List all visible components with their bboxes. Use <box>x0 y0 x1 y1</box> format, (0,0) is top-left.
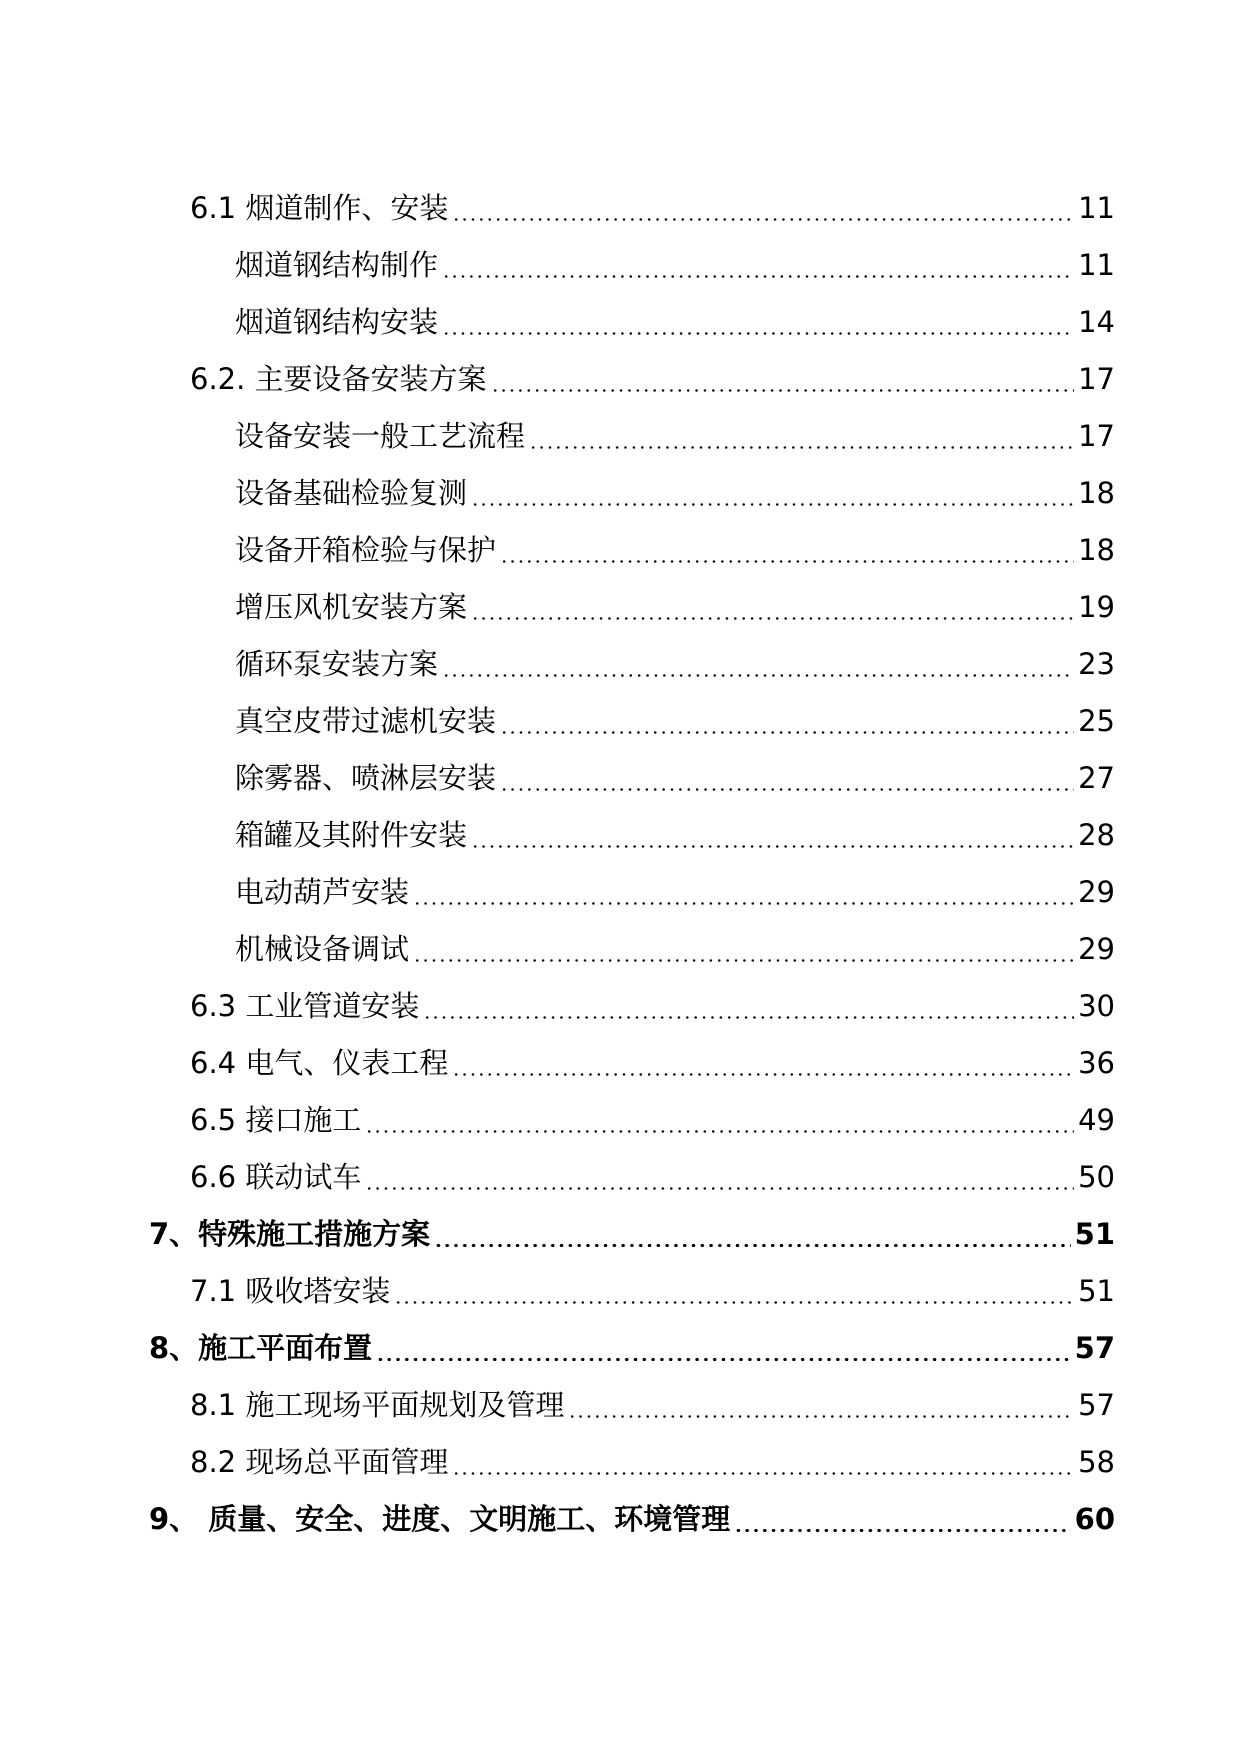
toc-dot-leader <box>423 1016 1074 1019</box>
toc-entry[interactable] <box>0 636 1241 693</box>
toc-entry[interactable] <box>0 579 1241 636</box>
toc-dot-leader <box>452 1472 1074 1475</box>
toc-entry[interactable] <box>0 1434 1241 1491</box>
toc-dot-leader <box>471 503 1074 506</box>
toc-entry-title: 设备安装一般工艺流程 <box>235 419 526 453</box>
toc-entry[interactable] <box>0 1092 1241 1149</box>
toc-entry[interactable] <box>0 693 1241 750</box>
toc-dot-leader <box>434 1244 1070 1247</box>
table-of-contents <box>0 180 1241 1548</box>
toc-entry-title: 6.6 联动试车 <box>190 1160 362 1194</box>
toc-entry-page-number: 60 <box>1074 1502 1115 1536</box>
toc-entry[interactable] <box>0 750 1241 807</box>
toc-entry-title: 机械设备调试 <box>235 932 410 966</box>
toc-entry-page-number: 30 <box>1078 989 1115 1023</box>
toc-dot-leader <box>734 1529 1070 1532</box>
toc-entry[interactable] <box>0 921 1241 978</box>
toc-entry-page-number: 17 <box>1078 419 1115 453</box>
toc-entry-page-number: 25 <box>1078 704 1115 738</box>
toc-entry[interactable] <box>0 237 1241 294</box>
toc-entry-title: 除雾器、喷淋层安装 <box>235 761 497 795</box>
toc-entry-title: 循环泵安装方案 <box>235 647 439 681</box>
toc-entry-page-number: 49 <box>1078 1103 1115 1137</box>
toc-entry-title: 6.5 接口施工 <box>190 1103 362 1137</box>
toc-dot-leader <box>365 1130 1074 1133</box>
toc-entry-page-number: 50 <box>1078 1160 1115 1194</box>
toc-entry-title: 增压风机安装方案 <box>235 590 468 624</box>
toc-entry[interactable] <box>0 522 1241 579</box>
toc-entry-title: 7、特殊施工措施方案 <box>149 1217 431 1251</box>
toc-dot-leader <box>452 1073 1074 1076</box>
toc-entry[interactable] <box>0 465 1241 522</box>
toc-entry[interactable] <box>0 1320 1241 1377</box>
toc-dot-leader <box>365 1187 1074 1190</box>
toc-dot-leader <box>394 1301 1074 1304</box>
toc-entry[interactable] <box>0 864 1241 921</box>
toc-entry[interactable] <box>0 1491 1241 1548</box>
toc-dot-leader <box>413 959 1074 962</box>
toc-dot-leader <box>442 332 1074 335</box>
toc-entry-title: 6.3 工业管道安装 <box>190 989 420 1023</box>
toc-entry-page-number: 57 <box>1078 1388 1115 1422</box>
toc-entry-page-number: 51 <box>1078 1274 1115 1308</box>
toc-entry-title: 设备基础检验复测 <box>235 476 468 510</box>
toc-entry[interactable] <box>0 1263 1241 1320</box>
toc-dot-leader <box>413 902 1074 905</box>
toc-dot-leader <box>500 788 1074 791</box>
toc-entry[interactable] <box>0 294 1241 351</box>
toc-dot-leader <box>452 218 1074 221</box>
toc-entry-title: 电动葫芦安装 <box>235 875 410 909</box>
toc-entry[interactable] <box>0 1035 1241 1092</box>
toc-entry-page-number: 11 <box>1078 191 1115 225</box>
toc-entry-title: 9、 质量、安全、进度、文明施工、环境管理 <box>149 1502 731 1536</box>
toc-dot-leader <box>529 446 1074 449</box>
toc-dot-leader <box>376 1358 1070 1361</box>
toc-entry-title: 箱罐及其附件安装 <box>235 818 468 852</box>
toc-entry[interactable] <box>0 978 1241 1035</box>
toc-entry-page-number: 51 <box>1074 1217 1115 1251</box>
toc-entry-title: 设备开箱检验与保护 <box>235 533 497 567</box>
toc-entry-page-number: 19 <box>1078 590 1115 624</box>
toc-entry[interactable] <box>0 1377 1241 1434</box>
toc-entry-page-number: 28 <box>1078 818 1115 852</box>
toc-entry-page-number: 18 <box>1078 533 1115 567</box>
toc-entry[interactable] <box>0 408 1241 465</box>
toc-entry-title: 6.2. 主要设备安装方案 <box>190 362 487 396</box>
toc-entry-title: 8.1 施工现场平面规划及管理 <box>190 1388 565 1422</box>
toc-entry-page-number: 11 <box>1078 248 1115 282</box>
toc-entry-title: 烟道钢结构安装 <box>235 305 439 339</box>
toc-dot-leader <box>442 674 1074 677</box>
toc-entry[interactable] <box>0 180 1241 237</box>
toc-dot-leader <box>471 617 1074 620</box>
toc-entry[interactable] <box>0 351 1241 408</box>
toc-entry-title: 8.2 现场总平面管理 <box>190 1445 449 1479</box>
toc-entry-page-number: 27 <box>1078 761 1115 795</box>
toc-entry-page-number: 14 <box>1078 305 1115 339</box>
toc-entry-page-number: 58 <box>1078 1445 1115 1479</box>
toc-dot-leader <box>471 845 1074 848</box>
toc-dot-leader <box>491 389 1075 392</box>
toc-dot-leader <box>500 731 1074 734</box>
toc-entry[interactable] <box>0 807 1241 864</box>
toc-dot-leader <box>500 560 1074 563</box>
toc-entry-page-number: 17 <box>1078 362 1115 396</box>
toc-entry-page-number: 57 <box>1074 1331 1115 1365</box>
toc-entry-title: 8、施工平面布置 <box>149 1331 373 1365</box>
toc-entry-title: 7.1 吸收塔安装 <box>190 1274 391 1308</box>
toc-dot-leader <box>442 275 1074 278</box>
toc-entry[interactable] <box>0 1149 1241 1206</box>
toc-entry-title: 6.4 电气、仪表工程 <box>190 1046 449 1080</box>
toc-dot-leader <box>568 1415 1074 1418</box>
toc-entry-page-number: 36 <box>1078 1046 1115 1080</box>
toc-entry-title: 6.1 烟道制作、安装 <box>190 191 449 225</box>
toc-entry-page-number: 29 <box>1078 932 1115 966</box>
toc-entry-title: 真空皮带过滤机安装 <box>235 704 497 738</box>
toc-entry-title: 烟道钢结构制作 <box>235 248 439 282</box>
toc-entry-page-number: 18 <box>1078 476 1115 510</box>
toc-entry[interactable] <box>0 1206 1241 1263</box>
toc-entry-page-number: 29 <box>1078 875 1115 909</box>
toc-entry-page-number: 23 <box>1078 647 1115 681</box>
